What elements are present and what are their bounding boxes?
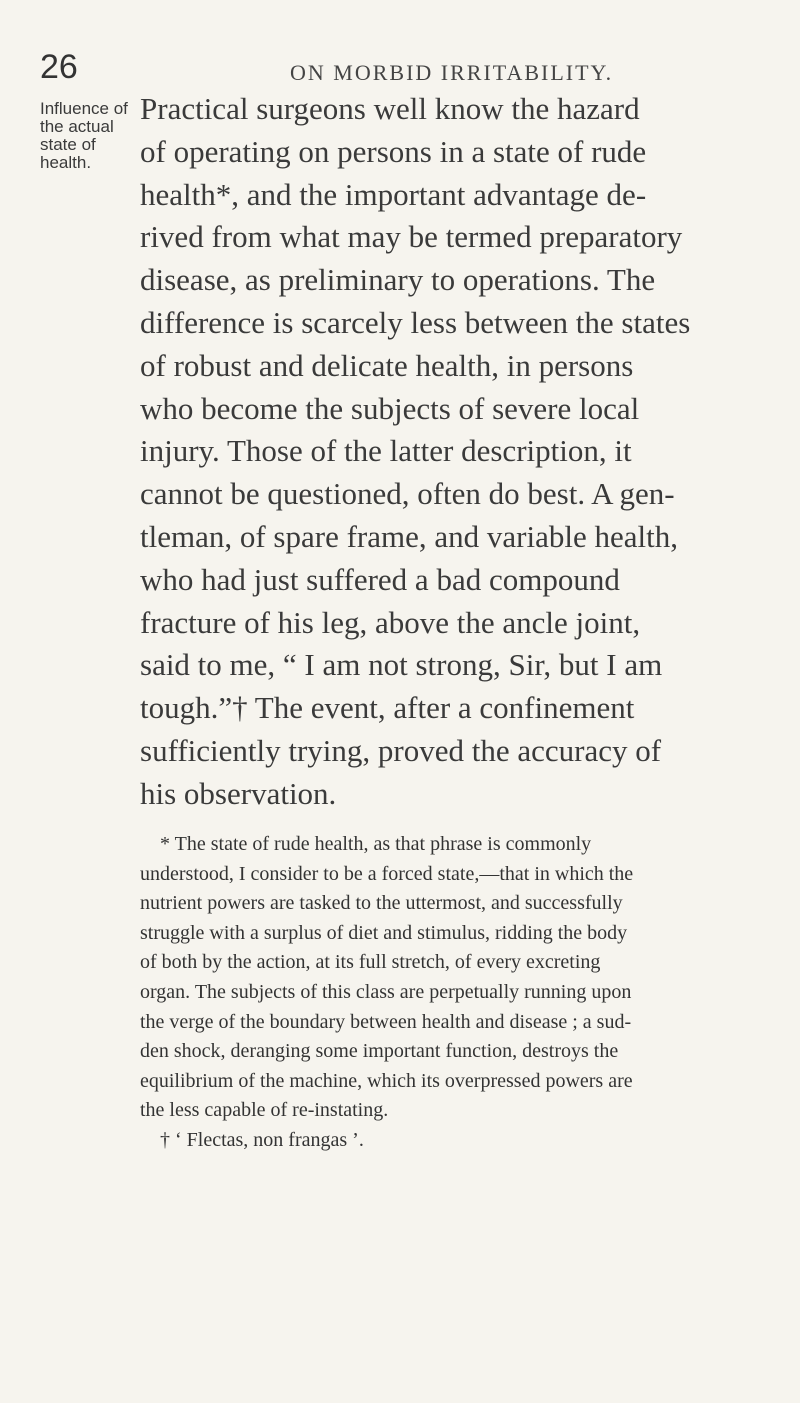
body-line: disease, as preliminary to operations. The [140, 262, 656, 298]
body-line: sufficiently trying, proved the accuracy of [140, 732, 662, 768]
body-line: who become the subjects of severe local [140, 390, 640, 426]
footnote-line: den shock, deranging some important function, destroys the [140, 1040, 619, 1063]
body-line: injury. Those of the latter description, it [140, 433, 632, 469]
margin-note-line: Influence of [40, 99, 128, 118]
margin-note-line: the actual [40, 117, 114, 136]
body-paragraph [140, 88, 778, 816]
footnote-line: understood, I consider to be a forced state,—that in which the [140, 862, 634, 885]
margin-note-line: state of [40, 135, 96, 154]
body-line: of robust and delicate health, in persons [140, 347, 634, 383]
margin-note [40, 100, 128, 172]
body-line: difference is scarcely less between the states [140, 304, 691, 340]
footnote-line: the less capable of re-instating. [140, 1099, 389, 1122]
footnote-line: equilibrium of the machine, which its overpressed powers are [140, 1069, 633, 1092]
body-line: his observation. [140, 775, 337, 811]
body-line: tough.”† The event, after a confinement [140, 690, 635, 726]
body-line: health*, and the important advantage de- [140, 176, 647, 212]
footnote-line: organ. The subjects of this class are perpetually running upon [140, 980, 632, 1003]
footnote-line: struggle with a surplus of diet and stimulus, ridding the body [140, 921, 628, 944]
body-line: rived from what may be termed preparatory [140, 219, 683, 255]
body-line: of operating on persons in a state of rude [140, 133, 647, 169]
body-line: tleman, of spare frame, and variable health, [140, 518, 678, 554]
page-number: 26 [40, 48, 78, 86]
footnote-line: nutrient powers are tasked to the uttermost, and successfully [140, 892, 623, 915]
body-line: Practical surgeons well know the hazard [140, 91, 640, 126]
footnote-line: of both by the action, at its full stretch, of every excreting [140, 951, 601, 974]
footnote-dagger-line: † ‘ Flectas, non frangas ’. [160, 1128, 364, 1151]
body-line: said to me, “ I am not strong, Sir, but I am [140, 647, 663, 683]
footnotes [140, 830, 780, 1156]
body-line: cannot be questioned, often do best. A gen- [140, 476, 675, 512]
footnote-line: the verge of the boundary between health and disease ; a sud- [140, 1010, 632, 1033]
running-head: ON MORBID IRRITABILITY. [290, 60, 614, 85]
margin-note-line: health. [40, 153, 92, 172]
footnote-line: * The state of rude health, as that phrase is commonly [160, 833, 592, 855]
body-line: who had just suffered a bad compound [140, 561, 620, 597]
body-line: fracture of his leg, above the ancle joint, [140, 604, 641, 640]
